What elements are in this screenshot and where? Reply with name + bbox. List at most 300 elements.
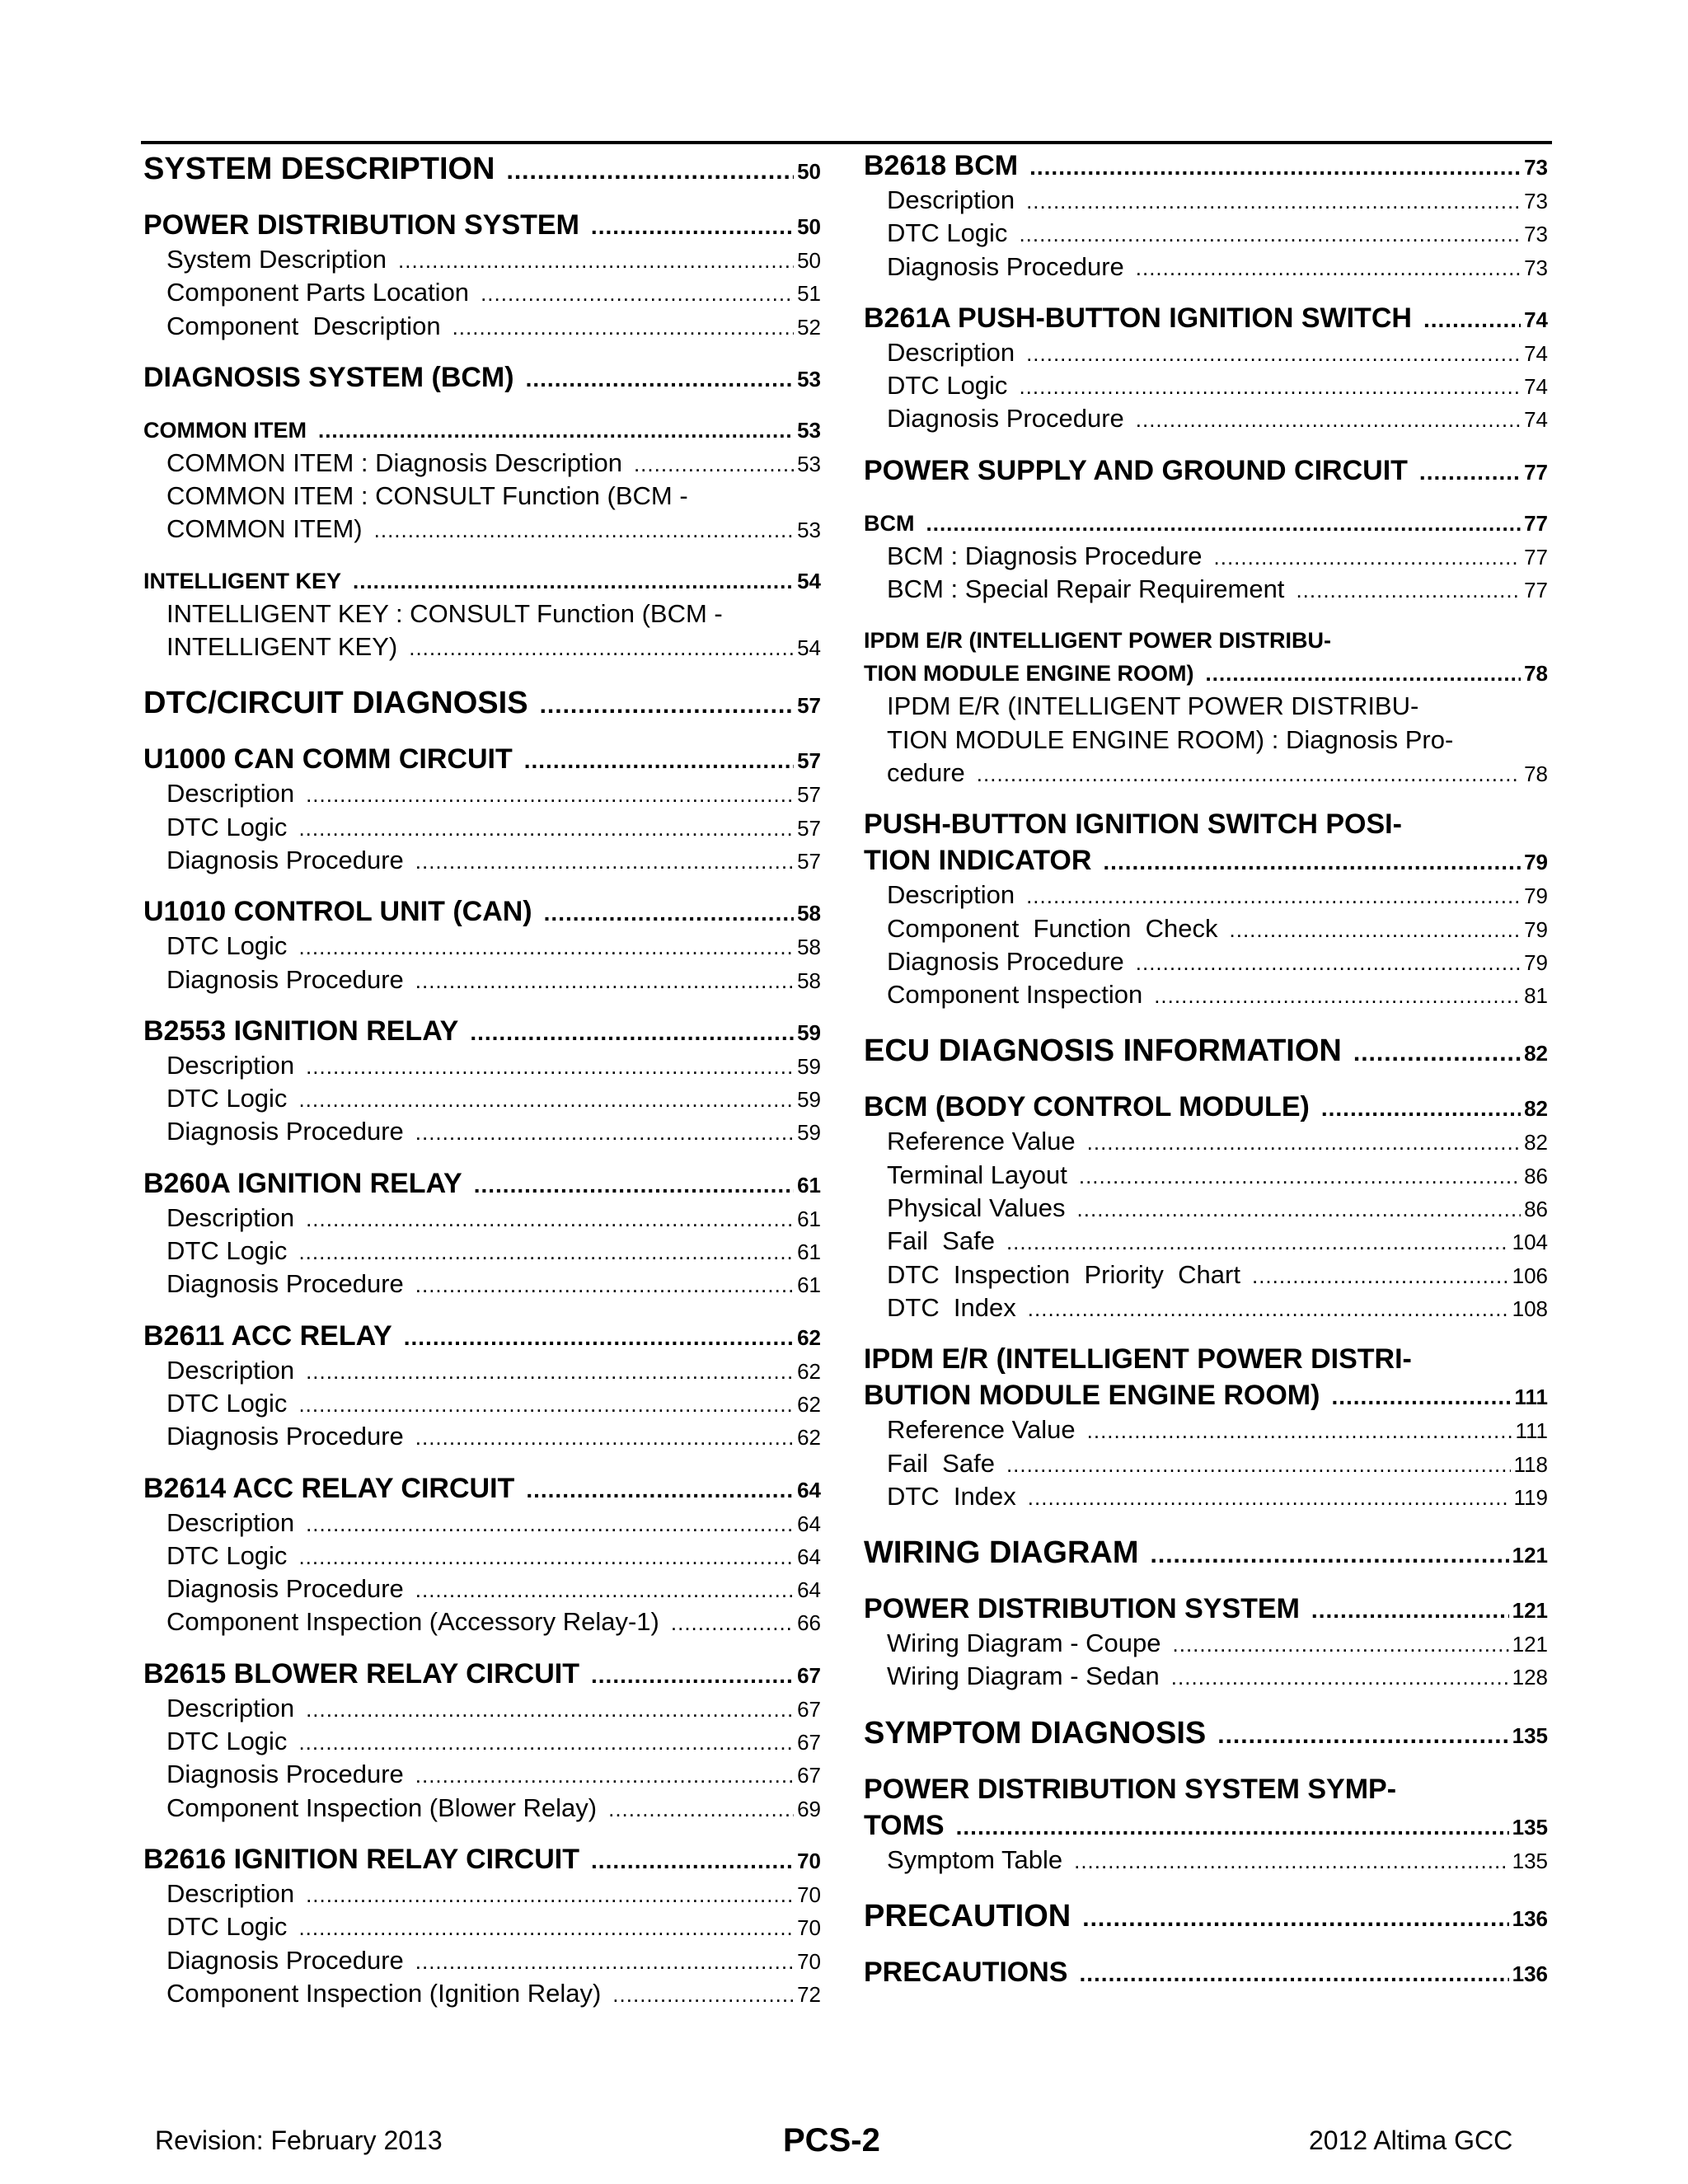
toc-item[interactable]: [864, 184, 1548, 217]
toc-item[interactable]: [143, 480, 821, 546]
toc-entry-title[interactable]: Component Inspection: [887, 980, 1143, 1010]
toc-page-number[interactable]: 53: [797, 366, 821, 391]
section-gap: [143, 1639, 821, 1656]
toc-item[interactable]: [143, 963, 821, 996]
toc-line: [864, 1341, 1548, 1377]
toc-entry-title[interactable]: B2611 ACC RELAY: [143, 1319, 392, 1352]
toc-entry-title[interactable]: PUSH-BUTTON IGNITION SWITCH POSI-: [864, 808, 1402, 841]
toc-entry-title[interactable]: POWER DISTRIBUTION SYSTEM: [864, 1593, 1300, 1625]
toc-entry-title[interactable]: Wiring Diagram - Sedan: [887, 1661, 1160, 1691]
toc-item[interactable]: [143, 1235, 821, 1268]
toc-page-number[interactable]: 86: [1524, 1163, 1548, 1188]
toc-line: [143, 513, 821, 546]
toc-page-number[interactable]: 54: [797, 635, 821, 661]
toc-page-number[interactable]: 79: [1524, 883, 1548, 909]
toc-entry-title[interactable]: Diagnosis Procedure: [166, 1422, 404, 1451]
toc-entry-title[interactable]: IPDM E/R (INTELLIGENT POWER DISTRI-: [864, 1343, 1412, 1376]
toc-line: [864, 1660, 1548, 1693]
toc-line: [864, 1159, 1548, 1192]
toc-page-number[interactable]: 70: [797, 1948, 821, 1974]
toc-page-number[interactable]: 108: [1512, 1296, 1548, 1321]
dot-leader: [298, 930, 794, 963]
toc-item[interactable]: [143, 276, 821, 309]
toc-entry-title[interactable]: Diagnosis Procedure: [166, 845, 404, 874]
toc-line: [143, 1387, 821, 1420]
toc-entry-title[interactable]: TOMS: [864, 1809, 945, 1841]
toc-page-number[interactable]: 135: [1512, 1814, 1548, 1840]
toc-page-number[interactable]: 57: [797, 848, 821, 874]
toc-entry-title[interactable]: Description: [887, 880, 1015, 910]
toc-entry-title[interactable]: DTC Logic: [166, 1912, 288, 1942]
toc-entry-title[interactable]: DTC Logic: [887, 371, 1008, 401]
toc-entry-title[interactable]: SYSTEM DESCRIPTION: [143, 152, 495, 186]
toc-page-number[interactable]: 81: [1524, 983, 1548, 1009]
toc-page-number[interactable]: 64: [797, 1577, 821, 1603]
toc-heading[interactable]: [864, 1531, 1548, 1574]
toc-item[interactable]: [864, 945, 1548, 978]
toc-entry-title[interactable]: COMMON ITEM): [166, 514, 363, 544]
toc-entry-title[interactable]: Description: [166, 1878, 295, 1908]
toc-entry-title[interactable]: Description: [166, 1202, 295, 1232]
dot-leader: [956, 1809, 1509, 1845]
toc-item[interactable]: [864, 879, 1548, 912]
toc-entry-title[interactable]: BCM : Special Repair Requirement: [887, 574, 1285, 604]
toc-item[interactable]: [143, 1115, 821, 1148]
toc-item[interactable]: [143, 1572, 821, 1605]
toc-entry-title[interactable]: B2614 ACC RELAY CIRCUIT: [143, 1472, 515, 1504]
toc-entry-title[interactable]: DTC Inspection Priority Chart: [887, 1259, 1240, 1289]
toc-page-number[interactable]: 74: [1524, 374, 1548, 400]
toc-item[interactable]: [143, 1507, 821, 1540]
dot-leader: [481, 277, 794, 310]
toc-heading[interactable]: [143, 1656, 821, 1692]
toc-item[interactable]: [143, 930, 821, 963]
toc-entry-title[interactable]: Fail Safe: [887, 1226, 995, 1256]
toc-page-number[interactable]: 104: [1512, 1230, 1548, 1255]
toc-line: [143, 447, 821, 480]
toc-entry-title[interactable]: TION MODULE ENGINE ROOM): [864, 661, 1194, 687]
toc-entry-title[interactable]: BCM: [864, 510, 915, 536]
toc-entry-title[interactable]: Component Inspection (Ignition Relay): [166, 1978, 602, 2008]
dot-leader: [1214, 541, 1522, 574]
toc-entry-title[interactable]: ECU DIAGNOSIS INFORMATION: [864, 1033, 1342, 1069]
toc-page-number[interactable]: 79: [1524, 949, 1548, 975]
toc-page-number[interactable]: 70: [797, 1848, 821, 1873]
toc-item[interactable]: [143, 243, 821, 276]
toc-page-number[interactable]: 61: [797, 1240, 821, 1265]
toc-entry-title[interactable]: Component Inspection (Blower Relay): [166, 1793, 598, 1822]
toc-page-number[interactable]: 82: [1524, 1096, 1548, 1122]
toc-heading[interactable]: [864, 300, 1548, 336]
toc-item[interactable]: [143, 1387, 821, 1420]
toc-line: [143, 480, 821, 513]
toc-page-number[interactable]: 128: [1512, 1665, 1548, 1690]
toc-entry-title[interactable]: Component Parts Location: [166, 278, 470, 307]
toc-entry-title[interactable]: B260A IGNITION RELAY: [143, 1167, 462, 1199]
toc-entry-title[interactable]: DIAGNOSIS SYSTEM (BCM): [143, 361, 514, 393]
toc-entry-title[interactable]: Physical Values: [887, 1193, 1066, 1223]
toc-item[interactable]: [143, 844, 821, 877]
toc-page-number[interactable]: 111: [1515, 1418, 1548, 1444]
toc-heading[interactable]: [864, 1341, 1548, 1413]
toc-heading[interactable]: [143, 893, 821, 930]
toc-page-number[interactable]: 59: [797, 1120, 821, 1146]
toc-entry-title[interactable]: Component Inspection (Accessory Relay-1): [166, 1607, 659, 1637]
toc-entry-title[interactable]: Diagnosis Procedure: [166, 1269, 404, 1299]
toc-entry-title[interactable]: INTELLIGENT KEY): [166, 632, 398, 662]
toc-line: [143, 1910, 821, 1943]
toc-entry-title[interactable]: TION INDICATOR: [864, 845, 1092, 877]
toc-entry-title[interactable]: WIRING DIAGRAM: [864, 1535, 1139, 1571]
toc-entry-title[interactable]: COMMON ITEM: [143, 417, 307, 443]
toc-page-number[interactable]: 78: [1524, 661, 1548, 687]
toc-page-number[interactable]: 121: [1512, 1598, 1548, 1624]
toc-entry-title[interactable]: Fail Safe: [887, 1448, 995, 1478]
toc-item[interactable]: [143, 1792, 821, 1825]
toc-page-number[interactable]: 118: [1513, 1451, 1548, 1477]
toc-page-number[interactable]: 53: [797, 451, 821, 476]
toc-heading[interactable]: [143, 1013, 821, 1049]
toc-line: [143, 1115, 821, 1148]
toc-entry-title[interactable]: PRECAUTION: [864, 1899, 1071, 1934]
toc-entry-title[interactable]: DTC Logic: [887, 218, 1008, 248]
toc-heading[interactable]: [143, 682, 821, 724]
toc-entry-title[interactable]: B2615 BLOWER RELAY CIRCUIT: [143, 1657, 579, 1690]
toc-page-number[interactable]: 82: [1524, 1041, 1548, 1066]
toc-entry-title[interactable]: DTC Logic: [166, 1540, 288, 1570]
toc-heading[interactable]: [143, 741, 821, 777]
toc-line: [143, 565, 821, 598]
toc-page-number[interactable]: 121: [1512, 1632, 1548, 1657]
toc-entry-title[interactable]: DTC/CIRCUIT DIAGNOSIS: [143, 686, 528, 721]
toc-entry-title[interactable]: U1000 CAN COMM CIRCUIT: [143, 743, 513, 776]
toc-page-number[interactable]: 59: [797, 1053, 821, 1079]
dot-leader: [306, 1693, 794, 1726]
toc-item[interactable]: [864, 1627, 1548, 1660]
toc-entry-title[interactable]: SYMPTOM DIAGNOSIS: [864, 1715, 1207, 1750]
toc-page-number[interactable]: 58: [797, 901, 821, 926]
toc-page-number[interactable]: 78: [1524, 761, 1548, 786]
toc-heading[interactable]: [864, 1029, 1548, 1072]
toc-entry-title[interactable]: TION MODULE ENGINE ROOM) : Diagnosis Pro-: [887, 724, 1454, 754]
toc-line: [143, 930, 821, 963]
toc-entry-title[interactable]: BCM : Diagnosis Procedure: [887, 541, 1203, 570]
toc-entry-title[interactable]: Diagnosis Procedure: [887, 251, 1124, 281]
toc-entry-title[interactable]: DTC Index: [887, 1292, 1016, 1322]
toc-entry-title[interactable]: DTC Logic: [166, 812, 288, 841]
toc-heading[interactable]: [864, 1591, 1548, 1627]
toc-item[interactable]: [143, 1605, 821, 1638]
toc-page-number[interactable]: 66: [797, 1610, 821, 1636]
toc-page-number[interactable]: 64: [797, 1477, 821, 1502]
toc-entry-title[interactable]: Diagnosis Procedure: [166, 1760, 404, 1789]
dot-leader: [1028, 1292, 1509, 1325]
toc-entry-title[interactable]: INTELLIGENT KEY: [143, 568, 342, 593]
toc-page-number[interactable]: 54: [797, 568, 821, 593]
toc-item[interactable]: [864, 912, 1548, 945]
toc-page-number[interactable]: 64: [797, 1511, 821, 1536]
toc-page-number[interactable]: 51: [797, 281, 821, 307]
toc-entry-title[interactable]: Reference Value: [887, 1415, 1076, 1445]
toc-heading[interactable]: [864, 1089, 1548, 1125]
toc-heading[interactable]: [864, 507, 1548, 540]
toc-heading[interactable]: [864, 452, 1548, 489]
toc-page-number[interactable]: 77: [1524, 578, 1548, 603]
vehicle-model: 2012 Altima GCC: [1309, 2125, 1513, 2155]
toc-item[interactable]: [143, 1944, 821, 1977]
toc-item[interactable]: [864, 251, 1548, 284]
toc-entry-title[interactable]: DTC Logic: [166, 931, 288, 961]
toc-page-number[interactable]: 57: [797, 782, 821, 808]
toc-page-number[interactable]: 52: [797, 314, 821, 340]
toc-entry-title[interactable]: DTC Logic: [166, 1084, 288, 1113]
toc-page-number[interactable]: 59: [797, 1019, 821, 1045]
toc-page-number[interactable]: 121: [1512, 1543, 1548, 1568]
toc-page-number[interactable]: 58: [797, 935, 821, 960]
toc-entry-title[interactable]: Symptom Table: [887, 1844, 1063, 1874]
toc-item[interactable]: [143, 1354, 821, 1387]
toc-entry-title[interactable]: COMMON ITEM : CONSULT Function (BCM -: [166, 481, 688, 511]
toc-entry-title[interactable]: DTC Logic: [166, 1388, 288, 1418]
toc-entry-title[interactable]: POWER DISTRIBUTION SYSTEM SYMP-: [864, 1773, 1397, 1805]
toc-heading[interactable]: [143, 207, 821, 243]
toc-entry-title[interactable]: Wiring Diagram - Coupe: [887, 1629, 1161, 1658]
toc-item[interactable]: [864, 217, 1548, 250]
toc-entry-title[interactable]: cedure: [887, 757, 965, 787]
toc-page-number[interactable]: 73: [1524, 255, 1548, 280]
toc-page-number[interactable]: 77: [1524, 544, 1548, 569]
toc-item[interactable]: [864, 573, 1548, 606]
dot-leader: [1082, 1897, 1508, 1940]
toc-entry-title[interactable]: B2553 IGNITION RELAY: [143, 1015, 459, 1047]
toc-item[interactable]: [143, 1758, 821, 1791]
toc-page-number[interactable]: 79: [1524, 916, 1548, 942]
toc-item[interactable]: [864, 1159, 1548, 1192]
toc-item[interactable]: [864, 1258, 1548, 1291]
toc-item[interactable]: [143, 1082, 821, 1115]
toc-page-number[interactable]: 119: [1513, 1484, 1548, 1510]
toc-item[interactable]: [143, 310, 821, 343]
toc-page-number[interactable]: 53: [797, 417, 821, 443]
toc-entry-title[interactable]: B261A PUSH-BUTTON IGNITION SWITCH: [864, 302, 1412, 334]
toc-page-number[interactable]: 67: [797, 1696, 821, 1722]
toc-entry-title[interactable]: B2616 IGNITION RELAY CIRCUIT: [143, 1843, 580, 1875]
toc-page-number[interactable]: 50: [797, 214, 821, 239]
toc-page-number[interactable]: 62: [797, 1358, 821, 1384]
toc-page-number[interactable]: 74: [1524, 307, 1548, 332]
toc-item[interactable]: [143, 1420, 821, 1453]
toc-item[interactable]: [864, 369, 1548, 402]
toc-page-number[interactable]: 74: [1524, 407, 1548, 433]
toc-page-number[interactable]: 77: [1524, 459, 1548, 485]
dot-leader: [306, 778, 794, 811]
toc-entry-title[interactable]: System Description: [166, 245, 387, 274]
toc-item[interactable]: [864, 540, 1548, 573]
toc-page-number[interactable]: 67: [797, 1730, 821, 1755]
toc-entry-title[interactable]: Description: [887, 337, 1015, 367]
toc-heading[interactable]: [143, 1318, 821, 1354]
toc-page-number[interactable]: 135: [1512, 1722, 1548, 1748]
toc-heading[interactable]: [864, 624, 1548, 690]
toc-page-number[interactable]: 61: [797, 1206, 821, 1231]
toc-page-number[interactable]: 82: [1524, 1130, 1548, 1155]
toc-heading[interactable]: [143, 1165, 821, 1202]
toc-item[interactable]: [864, 1291, 1548, 1324]
toc-page-number[interactable]: 50: [797, 248, 821, 273]
toc-entry-title[interactable]: B2618 BCM: [864, 150, 1019, 181]
toc-entry-title[interactable]: Description: [166, 1507, 295, 1537]
toc-page-number[interactable]: 62: [797, 1324, 821, 1350]
toc-entry-title[interactable]: Reference Value: [887, 1127, 1076, 1156]
toc-heading[interactable]: [143, 148, 821, 190]
toc-entry-title[interactable]: POWER SUPPLY AND GROUND CIRCUIT: [864, 454, 1408, 486]
toc-line: [864, 1712, 1548, 1755]
toc-page-number[interactable]: 61: [797, 1272, 821, 1298]
toc-entry-title[interactable]: Component Function Check: [887, 913, 1218, 943]
toc-page-number[interactable]: 74: [1524, 340, 1548, 366]
toc-heading[interactable]: [143, 1470, 821, 1507]
toc-line: [864, 1954, 1548, 1990]
toc-entry-title[interactable]: Description: [166, 1693, 295, 1722]
toc-entry-title[interactable]: IPDM E/R (INTELLIGENT POWER DISTRIBU-: [887, 691, 1419, 721]
toc-heading[interactable]: [143, 414, 821, 447]
toc-entry-title[interactable]: COMMON ITEM : Diagnosis Description: [166, 448, 622, 477]
dot-leader: [298, 1540, 794, 1573]
toc-item[interactable]: [864, 1192, 1548, 1225]
toc-entry-title[interactable]: DTC Logic: [166, 1727, 288, 1756]
toc-item[interactable]: [143, 1725, 821, 1758]
toc-entry-title[interactable]: IPDM E/R (INTELLIGENT POWER DISTRIBU-: [864, 628, 1331, 654]
toc-page-number[interactable]: 73: [1524, 189, 1548, 213]
toc-entry-title[interactable]: U1010 CONTROL UNIT (CAN): [143, 896, 532, 928]
dot-leader: [409, 631, 794, 664]
toc-page-number[interactable]: 72: [797, 1981, 821, 2007]
toc-heading[interactable]: [864, 1712, 1548, 1755]
toc-item[interactable]: [864, 1413, 1548, 1446]
toc-page-number[interactable]: 57: [797, 748, 821, 774]
toc-page-number[interactable]: 67: [797, 1662, 821, 1688]
toc-page-number[interactable]: 136: [1512, 1906, 1548, 1932]
toc-heading[interactable]: [864, 806, 1548, 879]
toc-line: [864, 1089, 1548, 1125]
toc-page-number[interactable]: 57: [797, 815, 821, 841]
toc-right-column: [864, 148, 1548, 1990]
toc-entry-title[interactable]: Terminal Layout: [887, 1160, 1067, 1189]
toc-entry-title[interactable]: INTELLIGENT KEY : CONSULT Function (BCM -: [166, 598, 723, 628]
toc-page-number[interactable]: 64: [797, 1544, 821, 1569]
toc-item[interactable]: [864, 1125, 1548, 1158]
toc-page-number[interactable]: 58: [797, 968, 821, 993]
toc-heading[interactable]: [864, 1895, 1548, 1938]
toc-item[interactable]: [143, 1910, 821, 1943]
toc-item[interactable]: [864, 1225, 1548, 1258]
toc-item[interactable]: [864, 1447, 1548, 1480]
toc-entry-title[interactable]: DTC Logic: [166, 1236, 288, 1266]
dot-leader: [415, 1268, 794, 1301]
toc-page-number[interactable]: 62: [797, 1425, 821, 1451]
toc-entry-title[interactable]: BUTION MODULE ENGINE ROOM): [864, 1380, 1320, 1412]
toc-line: [864, 1844, 1548, 1877]
toc-page-number[interactable]: 106: [1512, 1263, 1548, 1288]
toc-entry-title[interactable]: Description: [166, 779, 295, 808]
toc-page-number[interactable]: 50: [797, 159, 821, 184]
toc-page-number[interactable]: 67: [797, 1763, 821, 1788]
dot-leader: [977, 757, 1521, 790]
toc-entry-title[interactable]: Diagnosis Procedure: [166, 1117, 404, 1146]
toc-item[interactable]: [864, 690, 1548, 790]
toc-heading[interactable]: [864, 1771, 1548, 1844]
dot-leader: [298, 1726, 794, 1759]
toc-page-number[interactable]: 59: [797, 1087, 821, 1113]
toc-heading[interactable]: [864, 148, 1548, 184]
toc-page-number[interactable]: 61: [797, 1172, 821, 1197]
toc-item[interactable]: [864, 1480, 1548, 1513]
toc-item[interactable]: [864, 1844, 1548, 1877]
toc-page-number[interactable]: 69: [797, 1796, 821, 1821]
toc-page-number[interactable]: 53: [797, 518, 821, 543]
toc-heading[interactable]: [143, 565, 821, 598]
toc-item[interactable]: [143, 447, 821, 480]
toc-page-number[interactable]: 70: [797, 1882, 821, 1907]
toc-item[interactable]: [143, 1877, 821, 1910]
toc-entry-title[interactable]: Diagnosis Procedure: [887, 946, 1124, 976]
toc-page-number[interactable]: 135: [1512, 1848, 1548, 1873]
toc-heading[interactable]: [143, 359, 821, 396]
dot-leader: [1103, 844, 1521, 880]
toc-entry-title[interactable]: Diagnosis Procedure: [887, 404, 1124, 434]
toc-entry-title[interactable]: POWER DISTRIBUTION SYSTEM: [143, 209, 579, 241]
toc-page-number[interactable]: 73: [1524, 155, 1548, 180]
toc-item[interactable]: [143, 1692, 821, 1725]
toc-item[interactable]: [143, 1268, 821, 1301]
toc-item[interactable]: [143, 1977, 821, 2010]
toc-page-number[interactable]: 79: [1524, 850, 1548, 875]
toc-item[interactable]: [143, 1049, 821, 1082]
toc-entry-title[interactable]: Component Description: [166, 311, 441, 340]
toc-page-number[interactable]: 86: [1524, 1197, 1548, 1222]
toc-page-number[interactable]: 136: [1512, 1961, 1548, 1987]
toc-page-number[interactable]: 62: [797, 1391, 821, 1417]
toc-heading[interactable]: [143, 1841, 821, 1877]
toc-entry-title[interactable]: DTC Index: [887, 1481, 1016, 1511]
toc-heading[interactable]: [864, 1954, 1548, 1990]
toc-item[interactable]: [143, 598, 821, 664]
toc-item[interactable]: [864, 978, 1548, 1011]
toc-item[interactable]: [864, 1660, 1548, 1693]
toc-entry-title[interactable]: PRECAUTIONS: [864, 1957, 1068, 1989]
toc-item[interactable]: [864, 336, 1548, 369]
dot-leader: [306, 1878, 794, 1911]
toc-item[interactable]: [143, 811, 821, 844]
toc-entry-title[interactable]: Diagnosis Procedure: [166, 1574, 404, 1604]
toc-item[interactable]: [864, 402, 1548, 435]
toc-entry-title[interactable]: Description: [166, 1355, 295, 1385]
toc-item[interactable]: [143, 1540, 821, 1572]
toc-page-number[interactable]: 57: [797, 693, 821, 719]
dot-leader: [1019, 218, 1521, 251]
toc-entry-title[interactable]: Diagnosis Procedure: [166, 1945, 404, 1975]
toc-item[interactable]: [143, 777, 821, 810]
toc-entry-title[interactable]: BCM (BODY CONTROL MODULE): [864, 1091, 1310, 1123]
toc-entry-title[interactable]: Description: [887, 185, 1015, 214]
toc-page-number[interactable]: 77: [1524, 510, 1548, 536]
toc-entry-title[interactable]: Description: [166, 1050, 295, 1080]
toc-item[interactable]: [143, 1202, 821, 1235]
toc-page-number[interactable]: 111: [1514, 1385, 1548, 1410]
toc-page-number[interactable]: 70: [797, 1915, 821, 1941]
toc-page-number[interactable]: 73: [1524, 222, 1548, 247]
toc-entry-title[interactable]: Diagnosis Procedure: [166, 964, 404, 994]
